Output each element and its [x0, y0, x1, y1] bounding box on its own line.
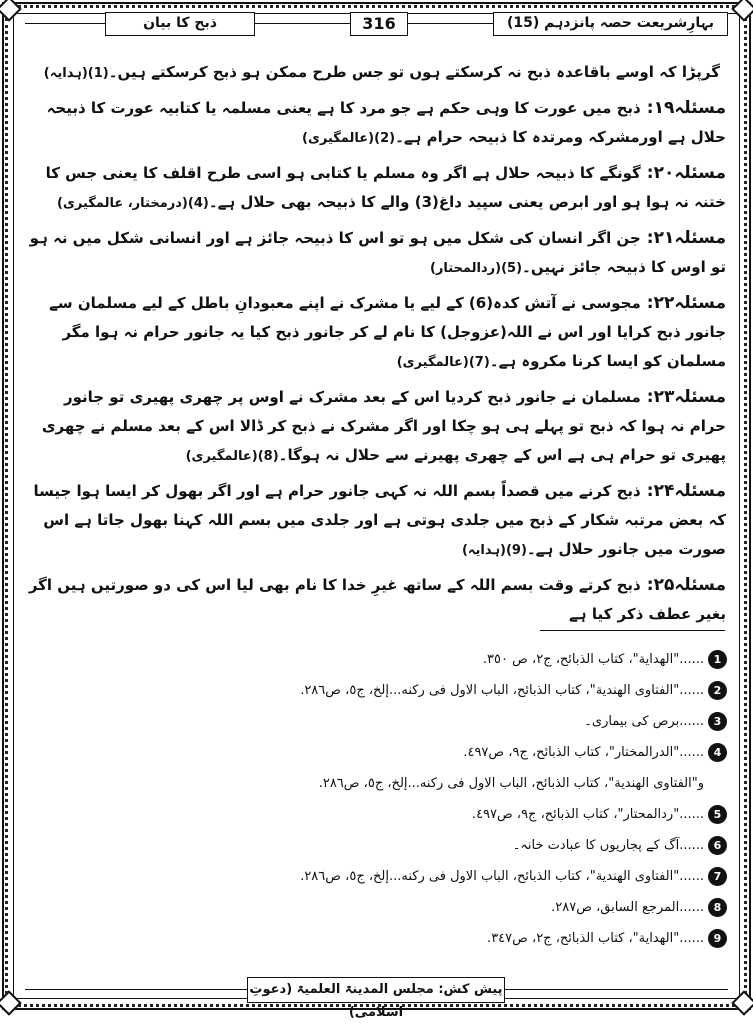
masala-label: مسئلہ۲۱:	[646, 228, 726, 248]
paragraph-text: مجوسی نے آتش کدہ(6) کے لیے یا مشرک نے اپنے معبودانِ باطل کے لیے مسلمان سے جانور ذبح کرایا اور اس نے اللہ(عزوجل) کا نام لے کر جانور ذبح کیا یہ جانور حرام نہ ہوا مگر مسلمان کو ایسا کرنا مکروہ ہے۔	[49, 294, 726, 370]
reference: (9)(ہدایہ)	[461, 543, 527, 558]
footnotes	[30, 650, 727, 960]
paragraph	[26, 383, 726, 471]
footnote-text: ......المرجع السابق، ص٢٨٧.	[551, 900, 704, 915]
footnote-divider	[540, 630, 725, 631]
footnote-text: ......آگ کے پجاریوں کا عبادت خانہ۔	[512, 838, 704, 853]
footnote	[30, 929, 727, 960]
paragraph-text: جن اگر انسان کی شکل میں ہو تو اس کا ذبیحہ جائز ہے اور انسانی شکل میں نہ ہو تو اوس کا ذبیحہ جائز نہیں۔	[29, 229, 726, 276]
masala-label: مسئلہ۲۰:	[646, 163, 726, 183]
paragraph	[26, 224, 726, 283]
footnote-text: ......برص کی بیماری۔	[584, 714, 704, 729]
masala-label: مسئلہ۲۳:	[646, 387, 726, 407]
paragraph-text: گونگے کا ذبیحہ حلال ہے اگر وہ مسلم یا کتابی ہو اسی طرح اقلف کا یعنی جس کا ختنہ نہ ہوا ہو اور ابرص یعنی سپید داغ(3) والے کا ذبیحہ بھی حلال ہے۔	[45, 164, 726, 211]
chapter-title: ذبح کا بیان	[105, 12, 255, 36]
footnote-text: ......"الفتاوى الهندية"، كتاب الذبائح، الباب الاول فى ركنه...إلخ، ج٥، ص٢٨٦.	[300, 869, 704, 884]
footer-rule	[505, 989, 728, 990]
paragraph-text: گرپڑا کہ اوسے باقاعدہ ذبح نہ کرسکتے ہوں تو جس طرح ممکن ہو ذبح کرسکتے ہیں۔	[108, 63, 720, 81]
masala-label: مسئلہ۲۲:	[646, 293, 726, 313]
book-title: بہارِشریعت حصہ پانزدہم (15)	[493, 12, 728, 36]
footnote	[30, 774, 727, 805]
frame-dotted-border-left	[5, 18, 8, 994]
footer-rule	[25, 989, 247, 990]
footnote	[30, 650, 727, 681]
footnote-number: 6	[708, 836, 727, 855]
reference: (8)(عالمگیری)	[185, 449, 279, 464]
main-text	[26, 58, 726, 636]
footnote-number: 9	[708, 929, 727, 948]
footnote-number	[708, 774, 727, 793]
header-rule	[408, 23, 493, 24]
paragraph	[26, 571, 726, 630]
paragraph	[26, 477, 726, 565]
masala-label: مسئلہ۲۴:	[646, 481, 726, 501]
footnote-number: 2	[708, 681, 727, 700]
frame-dotted-border-right	[744, 18, 747, 994]
paragraph	[26, 58, 726, 88]
paragraph-text: مسلمان نے جانور ذبح کردیا اس کے بعد مشرک نے اوس پر چھری پھیری تو جانور حرام نہ ہوا کہ ذبح تو پہلے ہی ہو چکا اور اگر مشرک نے ذبح کر ڈالا اس کے بعد مسلم نے چھری پھیری تو حرام ہی ہے اس کے چھری پھیرنے سے حلال نہ ہوگا۔	[41, 388, 726, 464]
reference: (7)(عالمگیری)	[396, 355, 490, 370]
paragraph-text: ذبح میں عورت کا وہی حکم ہے جو مرد کا ہے یعنی مسلمہ یا کتابیہ عورت کا ذبیحہ حلال ہے اورمشرکہ ومرتدہ کا ذبیحہ حرام ہے۔	[46, 99, 726, 146]
header-rule	[25, 23, 105, 24]
reference: (2)(عالمگیری)	[302, 131, 396, 146]
footnote-number: 3	[708, 712, 727, 731]
footnote	[30, 805, 727, 836]
footnote	[30, 898, 727, 929]
frame-dotted-border-top	[18, 5, 735, 8]
footnote-number: 7	[708, 867, 727, 886]
footnote	[30, 836, 727, 867]
footnote	[30, 712, 727, 743]
paragraph	[26, 289, 726, 377]
header-rule	[255, 23, 350, 24]
footnote-text: ......"الهداية"، كتاب الذبائح، ج٢، ص ٣٥٠.	[482, 652, 704, 667]
reference: (5)(ردالمحتار)	[429, 261, 523, 276]
footnote-text: ......"الهداية"، كتاب الذبائح، ج٢، ص٣٤٧.	[487, 931, 704, 946]
page-footer: پیش کش: مجلس المدینۃ العلمیۃ (دعوتِ اسلامی)	[247, 977, 505, 1003]
page-header	[25, 12, 728, 38]
paragraph	[26, 159, 726, 218]
footnote-number: 1	[708, 650, 727, 669]
footnote-text: ......"ردالمحتار"، كتاب الذبائح، ج٩، ص٤٩٧.	[471, 807, 704, 822]
footnote-number: 5	[708, 805, 727, 824]
footnote-number: 4	[708, 743, 727, 762]
paragraph-text: ذبح کرتے وقت بسم اللہ کے ساتھ غیرِ خدا کا نام بھی لیا اس کی دو صورتیں ہیں اگر بغیر عطف ذکر کیا ہے	[28, 576, 726, 623]
reference: (1)(ہدایہ)	[43, 66, 109, 81]
paragraph	[26, 94, 726, 153]
footnote	[30, 867, 727, 898]
footnote-number: 8	[708, 898, 727, 917]
paragraph-text: ذبح کرنے میں قصداً بسم اللہ نہ کہی جانور حرام ہے اور اگر بھول کر ایسا ہوا جیسا کہ بعض مرتبہ شکار کے ذبح میں جلدی ہوتی ہے اور جلدی میں بسم اللہ کہنا بھول جاتا ہے اس صورت میں جانور حلال ہے۔	[33, 482, 726, 558]
footnote	[30, 743, 727, 774]
footnote-text: ......"الفتاوى الهندية"، كتاب الذبائح، الباب الاول فى ركنه...إلخ، ج٥، ص٢٨٦.	[300, 683, 704, 698]
footnote-text: ......"الدرالمختار"، كتاب الذبائح، ج٩، ص٤٩٧.	[463, 745, 704, 760]
page-number: 316	[350, 12, 408, 36]
masala-label: مسئلہ۲۵:	[646, 575, 726, 595]
footnote-text: و"الفتاوى الهندية"، كتاب الذبائح، الباب الاول فى ركنه...إلخ، ج٥، ص٢٨٦.	[318, 776, 704, 791]
masala-label: مسئلہ۱۹:	[646, 98, 726, 118]
reference: (4)(درمختار، عالمگیری)	[57, 196, 209, 211]
footnote	[30, 681, 727, 712]
